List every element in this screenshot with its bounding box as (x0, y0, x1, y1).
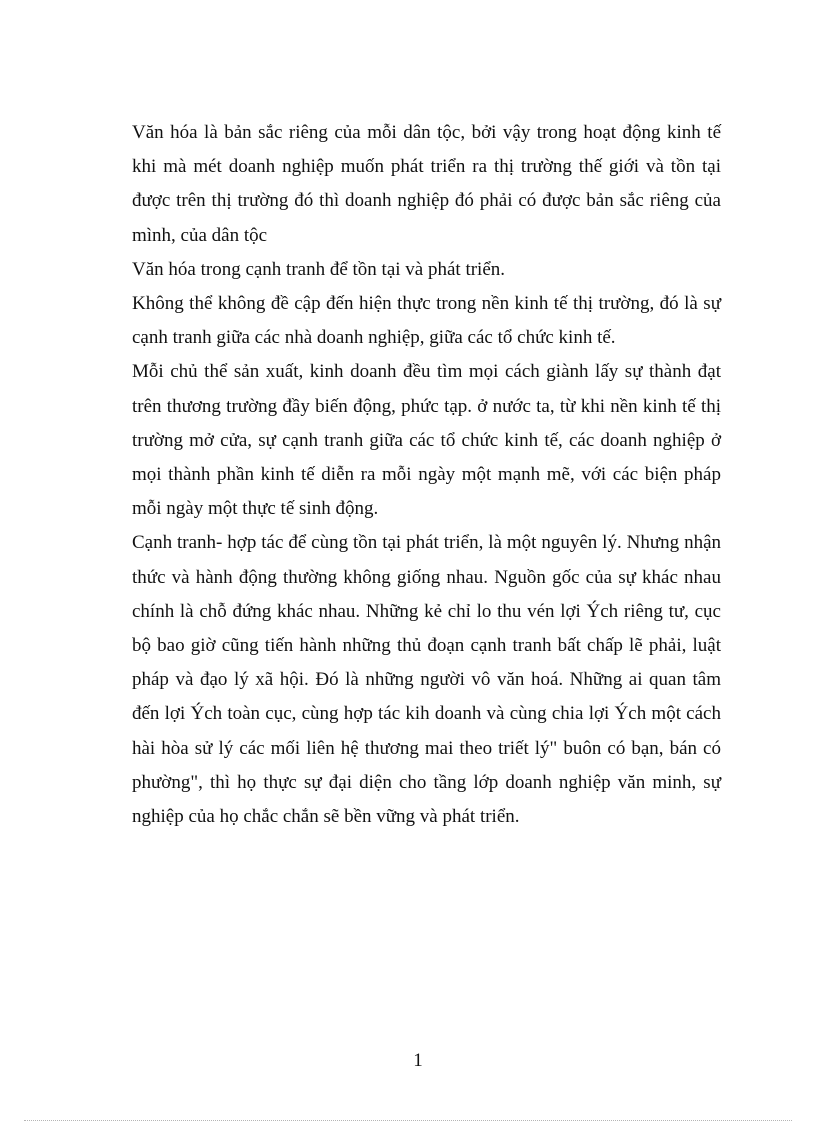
paragraph-culture-identity: Văn hóa là bản sắc riêng của mỗi dân tộc, bởi vậy trong hoạt động kinh tế khi mà mét doanh nghiệp muốn phát triển ra thị trường thế giới và tồn tại được trên thị trường đó thì doanh nghiệp đó phải có được bản sắc riêng của mình, của dân tộc (132, 122, 721, 246)
page-number: 1 (413, 1050, 423, 1071)
paragraph-market-competition: Không thể không đề cập đến hiện thực trong nền kinh tế thị trường, đó là sự cạnh tranh giữa các nhà doanh nghiệp, giữa các tổ chức kinh tế. (132, 293, 721, 349)
paragraph-cooperation-principle: Cạnh tranh- hợp tác để cùng tồn tại phát triển, là một nguyên lý. Nhưng nhận thức và hành động thường không giống nhau. Nguồn gốc của sự khác nhau chính là chỗ đứng khác nhau. Những kẻ chỉ lo thu vén lợi Ých riêng tư, cục bộ bao giờ cũng tiến hành những thủ đoạn cạnh tranh bất chấp lẽ phải, luật pháp và đạo lý xã hội. Đó là những người vô văn hoá. Những ai quan tâm đến lợi Ých toàn cục, cùng hợp tác kih doanh và cùng chia lợi Ých một cách hài hòa sử lý các mối liên hệ thương mai theo triết lý" buôn có bạn, bán có phường", thì họ thực sự đại diện cho tầng lớp doanh nghiệp văn minh, sự nghiệp của họ chắc chắn sẽ bền vững và phát triển. (132, 532, 721, 828)
paragraph-heading-competition: Văn hóa trong cạnh tranh để tồn tại và phát triển. (132, 258, 506, 280)
paragraph-business-entities: Mỗi chủ thể sản xuất, kinh doanh đều tìm mọi cách giành lấy sự thành đạt trên thương trường đầy biến động, phức tạp. ở nước ta, từ khi nền kinh tế thị trường mở cửa, sự cạnh tranh giữa các tổ chức kinh tế, các doanh nghiệp ở mọi thành phần kinh tế diễn ra mỗi ngày một mạnh mẽ, với các biện pháp mỗi ngày một thực tế sinh động. (132, 361, 721, 520)
document-body (132, 116, 721, 834)
page-bottom-border (24, 1120, 792, 1121)
